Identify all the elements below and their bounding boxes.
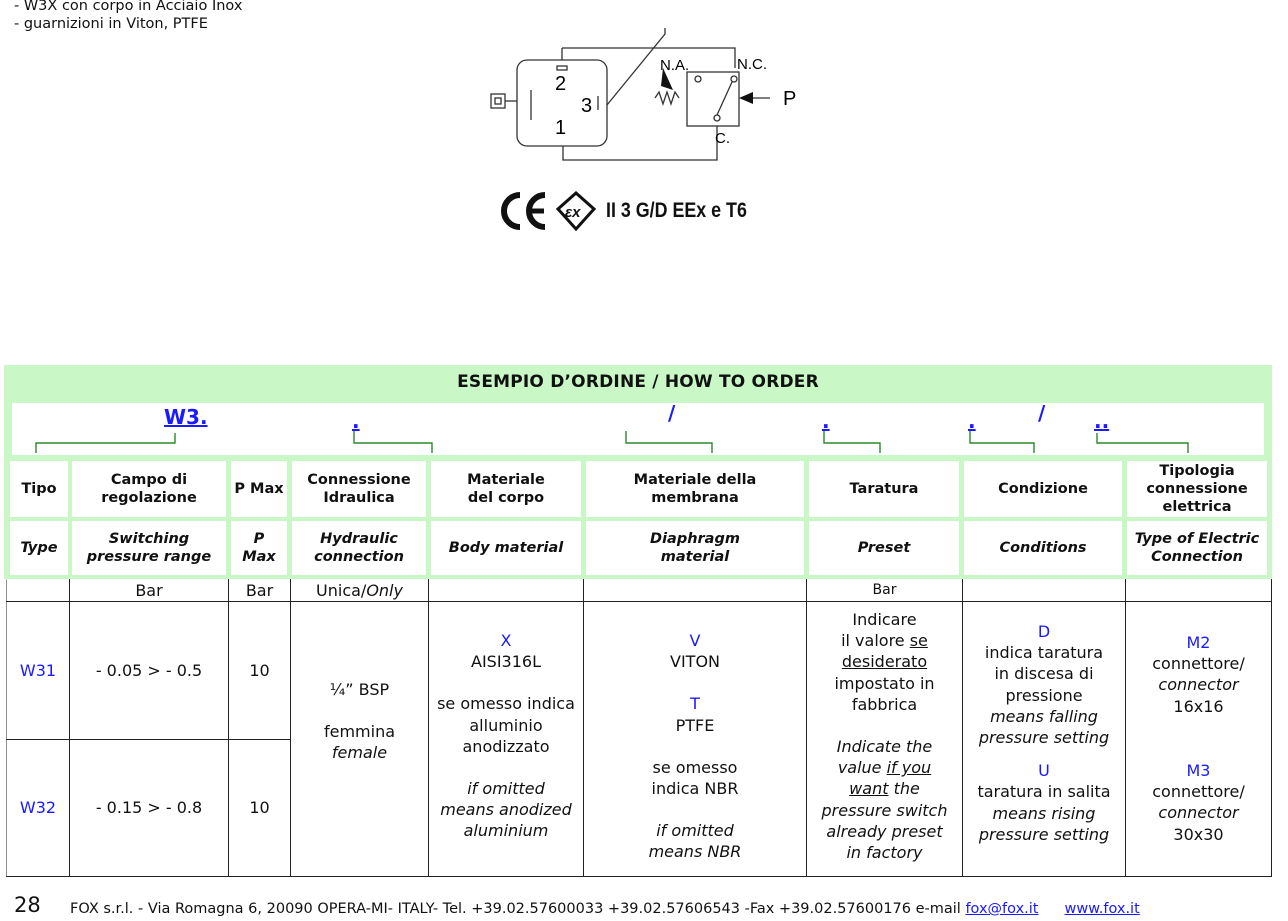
connection-size: ¼” BSP — [329, 680, 390, 699]
body-omit-it: anodizzato — [462, 736, 550, 756]
condition-en: pressure setting — [978, 824, 1110, 844]
preset-it: Indicare — [852, 610, 917, 629]
header-en-body: Body material — [431, 521, 581, 575]
footer-contact — [70, 901, 1140, 917]
header-en-electric: Type of Electric Connection — [1127, 521, 1267, 575]
connection-female-it: femmina — [323, 722, 396, 742]
header-en-connection: Hydraulic connection — [292, 521, 426, 575]
unit-connection-it: Unica/ — [316, 581, 367, 601]
condition-it: indica taratura — [984, 643, 1104, 663]
row-pmax: 10 — [249, 660, 270, 680]
feature-list — [14, 0, 242, 33]
electric-code: M3 — [1186, 761, 1211, 780]
unit-connection-en: Only — [366, 581, 403, 601]
code-range: . — [352, 409, 360, 433]
header-it-preset: Taratura — [809, 461, 959, 517]
condition-it: in discesa di — [994, 664, 1094, 684]
header-it-range: Campo di regolazione — [72, 461, 226, 517]
pin-2-label: 2 — [555, 73, 567, 95]
preset-it: fabbrica — [851, 694, 918, 714]
membrane-name: VITON — [670, 652, 720, 672]
row-type: W31 — [19, 660, 57, 680]
membrane-code: T — [690, 694, 700, 714]
order-code-strip — [12, 403, 1264, 455]
order-title: ESEMPIO D’ORDINE / HOW TO ORDER — [457, 372, 819, 392]
svg-text:εx: εx — [565, 204, 581, 221]
header-it-body: Materiale del corpo — [431, 461, 581, 517]
preset-it: impostato in — [834, 673, 935, 693]
header-en-condition: Conditions — [964, 521, 1122, 575]
row-type: W32 — [19, 798, 57, 818]
atex-ex-icon — [556, 191, 596, 231]
header-it-pmax: P Max — [231, 461, 287, 517]
body-code: X — [500, 631, 512, 650]
condition-en: means falling — [990, 706, 1098, 726]
nc-label: N.C. — [737, 56, 767, 73]
order-panel — [4, 365, 1272, 579]
membrane-cell — [584, 630, 806, 870]
membrane-omit-en: means NBR — [648, 842, 742, 862]
preset-en: want the — [849, 779, 920, 799]
body-name: AISI316L — [471, 652, 541, 672]
body-material-cell — [429, 630, 583, 850]
code-preset: . — [822, 409, 830, 433]
membrane-omit-it: se omesso — [652, 757, 738, 777]
electric-desc-en: connector — [1158, 803, 1239, 823]
membrane-omit-en: if omitted — [656, 821, 734, 841]
unit-connection — [291, 580, 428, 602]
electric-size: 16x16 — [1173, 696, 1224, 716]
footer-address: FOX s.r.l. - Via Romagna 6, 20090 OPERA-MI- ITALY- Tel. +39.02.57600033 +39.02.57606543 -Fax +39.02.57600176 e-mail — [70, 901, 966, 917]
body-omit-en: aluminium — [463, 821, 549, 841]
header-it-electric: Tipologia connessione elettrica — [1127, 461, 1267, 517]
email-link[interactable]: fox@fox.it — [965, 901, 1039, 917]
preset-en: Indicate the — [836, 737, 933, 757]
code-material-sep: / — [668, 401, 676, 425]
row-range: - 0.15 > - 0.8 — [95, 798, 203, 818]
product-table — [6, 579, 1272, 877]
unit-pmax: Bar — [245, 581, 274, 601]
header-en-range: Switching pressure range — [72, 521, 226, 575]
certification-marks — [498, 185, 772, 237]
conditions-cell — [963, 621, 1125, 861]
membrane-omit-it: indica NBR — [651, 779, 739, 799]
condition-code: D — [1037, 622, 1051, 641]
body-omit-en: if omitted — [467, 779, 545, 799]
condition-en: pressure setting — [978, 728, 1110, 748]
connection-female-en: female — [331, 743, 388, 763]
body-omit-en: means anodized — [440, 800, 572, 820]
unit-preset: Bar — [872, 582, 897, 599]
row-pmax: 10 — [249, 798, 270, 818]
website-link[interactable]: www.fox.it — [1064, 901, 1140, 917]
header-it-connection: Connessione Idraulica — [292, 461, 426, 517]
code-electric: .. — [1094, 409, 1110, 433]
wiring-diagram — [485, 28, 815, 168]
electric-code: M2 — [1186, 633, 1211, 652]
header-it-condition: Condizione — [964, 461, 1122, 517]
preset-en: in factory — [846, 843, 923, 863]
header-en-preset: Preset — [809, 521, 959, 575]
unit-range: Bar — [135, 581, 163, 601]
header-it-membrane: Materiale della membrana — [586, 461, 804, 517]
code-type: W3. — [164, 405, 208, 429]
preset-cell — [807, 609, 962, 869]
header-en-membrane: Diaphragm material — [586, 521, 804, 575]
connection-cell — [291, 679, 428, 789]
electric-cell — [1126, 760, 1271, 856]
condition-en: means rising — [992, 803, 1096, 823]
condition-it: pressione — [1005, 685, 1083, 705]
membrane-code: V — [689, 631, 701, 650]
condition-it: taratura in salita — [977, 782, 1111, 802]
membrane-name: PTFE — [675, 715, 715, 735]
electric-desc-it: connettore/ — [1152, 782, 1245, 802]
header-it-type: Tipo — [10, 461, 68, 517]
electric-cell — [1126, 632, 1271, 728]
condition-code: U — [1038, 761, 1050, 781]
row-range: - 0.05 > - 0.5 — [95, 660, 203, 680]
code-condition-sep: / — [1038, 401, 1046, 425]
preset-en: pressure switch — [821, 800, 948, 820]
preset-it: il valore se — [841, 631, 928, 651]
electric-size: 30x30 — [1173, 824, 1224, 844]
page-number: 28 — [14, 893, 41, 917]
electric-desc-it: connettore/ — [1152, 654, 1245, 674]
preset-en: value if you — [837, 758, 932, 778]
header-en-type: Type — [10, 521, 68, 575]
header-en-pmax: P Max — [231, 521, 287, 575]
body-omit-it: alluminio — [469, 715, 543, 735]
feature-item: - W3X con corpo in Acciaio Inox — [14, 0, 243, 14]
electric-desc-en: connector — [1158, 675, 1239, 695]
c-label: C. — [715, 130, 730, 147]
pin-1-label: 1 — [555, 117, 567, 139]
pin-3-label: 3 — [581, 95, 593, 117]
p-label: P — [783, 88, 797, 110]
body-omit-it: se omesso indica — [437, 694, 575, 714]
feature-item: - guarnizioni in Viton, PTFE — [14, 16, 208, 32]
code-condition: . — [968, 409, 976, 433]
ce-mark-icon — [498, 191, 550, 231]
atex-marking: II 3 G/D EEx e T6 — [606, 199, 747, 222]
preset-en: already preset — [826, 821, 943, 841]
na-label: N.A. — [660, 57, 690, 74]
preset-it: desiderato — [841, 652, 928, 672]
